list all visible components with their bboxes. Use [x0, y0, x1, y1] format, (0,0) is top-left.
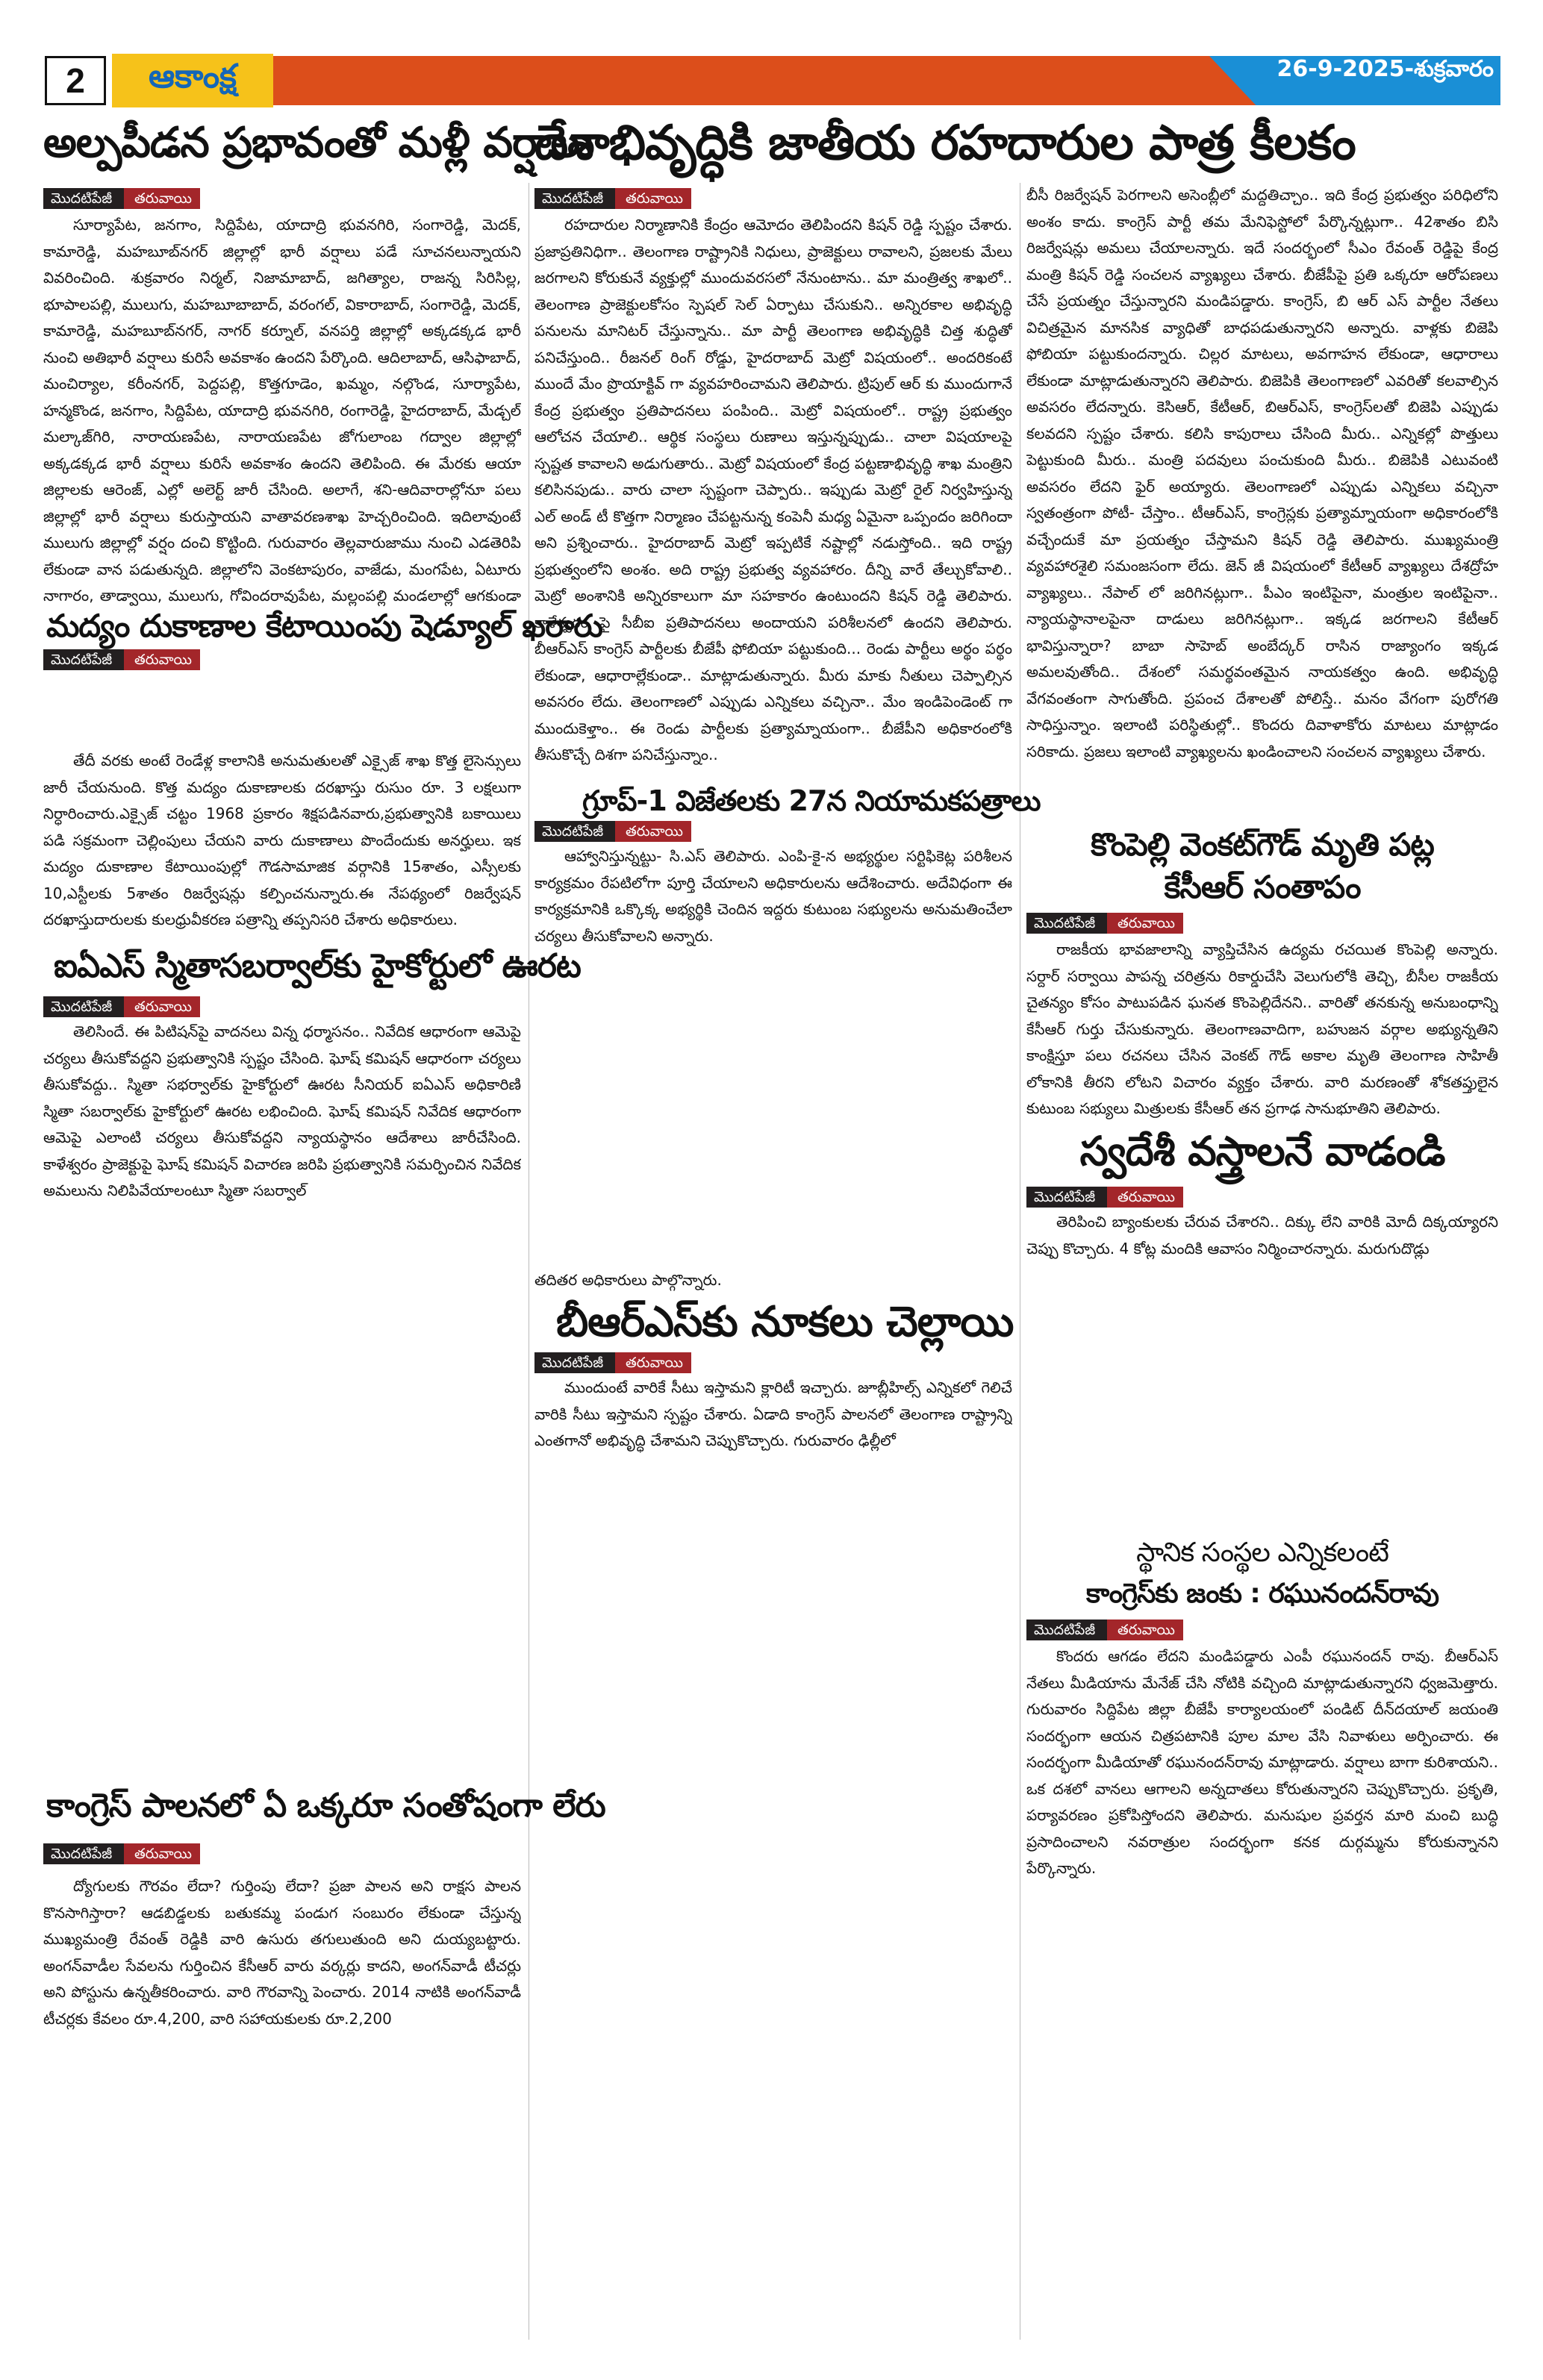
continued-tag	[534, 1352, 691, 1373]
article-body-highways-continued: బీసీ రిజర్వేషన్ పెరగాలని అసెంబ్లీలో మద్దతిచ్చాం.. ఇది కేంద్ర ప్రభుత్వం పరిధిలోని అంశం కాదు. కాంగ్రెస్ పార్టీ తమ మేనిఫెస్టోలో పేర్కొన్నట్లుగా.. 42శాతం బిసి రిజర్వేషన్లు అమలు చేయాలన్నారు. ఇదే సందర్భంలో సీఎం రేవంత్ రెడ్డిపై కేంద్ర మంత్రి కిషన్ రెడ్డి సంచలన వ్యాఖ్యలు చేశారు. బీజేపీపై ప్రతి ఒక్కరూ ఆరోపణలు చేసే ప్రయత్నం చేస్తున్నారని మండిపడ్డారు. కాంగ్రెస్, బి ఆర్ ఎస్ పార్టీల నేతలు విచిత్రమైన మానసిక వ్యాధితో బాధపడుతున్నారని అన్నారు. వాళ్లకు బిజెపి ఫోబియా పట్టుకుందన్నారు. చిల్లర మాటలు, అవగాహన లేకుండా, ఆధారాలు లేకుండా మాట్లాడుతున్నారని తెలిపారు. బిజెపికి తెలంగాణలో ఎవరితో కలవాల్సిన అవసరం లేదన్నారు. కెసిఆర్, కేటీఆర్, బిఆర్ఎస్, కాంగ్రెస్‌లతో బిజెపి ఎప్పుడు కలవదని స్పష్టం చేశారు. కలిసి కాపురాలు చేసింది మీరు.. ఎన్నికల్లో పొత్తులు పెట్టుకుంది మీరు.. మంత్రి పదవులు పంచుకుంది మీరు.. బిజెపికి ఎటువంటి అవసరం లేదని ఫైర్ అయ్యారు. తెలంగాణలో ఎప్పుడు ఎన్నికలు వచ్చినా స్వతంత్రంగా పోటీ- చేస్తాం.. టీఆర్ఎస్, కాంగ్రెస్లకు ప్రత్యామ్నాయంగా అధికారంలోకి వచ్చేందుకే మా ప్రయత్నం చేస్తామని కిషన్ రెడ్డి తెలిపారు. ముఖ్యమంత్రి వ్యవహారశైలి సమంజసంగా లేదు. జెన్ జీ విషయంలో కేటీఆర్ వ్యాఖ్యలు దేశద్రోహ వ్యాఖ్యలు.. నేపాల్ లో జరిగినట్లుగా.. పీఎం ఇంటిపైనా, మంత్రుల ఇంటిపైనా.. న్యాయస్థానాలపైనా దాడులు జరిగినట్లుగా.. ఇక్కడ జరగాలని కేటీఆర్ భావిస్తున్నారా? బాబా సాహెబ్ అంబేద్కర్ రాసిన రాజ్యాంగం ఇక్కడ అమలవుతోంది.. దేశంలో సమర్థవంతమైన నాయకత్వం ఉంది. అభివృద్ధి వేగవంతంగా సాగుతోంది. ప్రపంచ దేశాలతో పోలిస్తే.. మనం వేగంగా పురోగతి సాధిస్తున్నాం. ఇలాంటి పరిస్థితుల్లో.. కొందరు దివాళాకోరు మాటలు మాట్లాడం సరికాదు. ప్రజలు ఇలాంటి వ్యాఖ్యలను ఖండించాలని సంచలన వ్యాఖ్యలు చేశారు.	[1026, 186, 1498, 760]
tag-continued: తరువాయి	[615, 821, 691, 842]
article-body-group1: ఆహ్వానిస్తున్నట్టు- సి.ఎస్ తెలిపారు. ఎంపి-కై-న అభ్యర్థుల సర్టిఫికెట్ల పరిశీలన కార్యక్రమం రేపటిలోగా పూర్తి చేయాలని అధికారులను ఆదేశించారు. అదేవిధంగా ఈ కార్యక్రమానికి ఒక్కొక్క అభ్యర్థికి చెందిన ఇద్దరు కుటుంబ సభ్యులను అనుమతించేలా చర్యలు తీసుకోవాలని అన్నారు.	[534, 847, 1012, 945]
tag-first-page: మొదటిపేజీ	[1026, 1620, 1107, 1640]
tag-first-page: మొదటిపేజీ	[43, 996, 124, 1017]
tag-first-page: మొదటిపేజీ	[1026, 913, 1107, 934]
article-body-rains: సూర్యాపేట, జనగాం, సిద్దిపేట, యాదాద్రి భువనగిరి, సంగారెడ్డి, మెదక్, కామారెడ్డి, మహబూబ్‌నగర్ జిల్లాల్లో భారీ వర్షాలు పడే సూచనలున్నాయని వివరించింది. శుక్రవారం నిర్మల్, నిజామాబాద్, జగిత్యాల, రాజన్న సిరిసిల్ల, భూపాలపల్లి, ములుగు, మహబూబాబాద్, వరంగల్, వికారాబాద్, సంగారెడ్డి, మెదక్, కామారెడ్డి, మహబూబ్‌నగర్, నాగర్ కర్నూల్, వనపర్తి జిల్లాల్లో అక్కడక్కడ భారీ నుంచి అతిభారీ వర్షాలు కురిసే అవకాశం ఉందని పేర్కొంది. ఆదిలాబాద్, ఆసిఫాబాద్, మంచిర్యాల, కరీంనగర్, పెద్దపల్లి, కొత్తగూడెం, ఖమ్మం, నల్గొండ, సూర్యాపేట, హన్మకొండ, జనగాం, సిద్దిపేట, యాదాద్రి భువనగిరి, రంగారెడ్డి, హైదరాబాద్, మేడ్చల్ మల్కాజ్‌గిరి, నారాయణపేట, నారాయణపేట జోగులాంబ గద్వాల జిల్లాల్లో అక్కడక్కడ భారీ వర్షాలు కురిసే అవకాశం ఉందని తెలిపింది. ఈ మేరకు ఆయా జిల్లాలకు ఆరెంజ్, ఎల్లో అలెర్ట్ జారీ చేసింది. అలాగే, శని-ఆదివారాల్లోనూ పలు జిల్లాల్లో భారీ వర్షాలు కురుస్తాయని వాతావరణశాఖ హెచ్చరించింది. ఇదిలావుంటే ములుగు జిల్లాల్లో వర్షం దంచి కొట్టింది. గురువారం తెల్లవారుజాము నుంచి ఎడతెరిపి లేకుండా వాన పడుతున్నది. జిల్లాలోని వెంకటాపురం, వాజేడు, మంగపేట, ఏటూరు నాగారం, తాడ్వాయి, ములుగు, గోవిందరావుపేట, మల్లంపల్లి మండలాల్లో ఆగకుండా	[43, 216, 521, 605]
tag-continued: తరువాయి	[124, 996, 200, 1017]
article-body-congress-rule: ద్యోగులకు గౌరవం లేదా? గుర్తింపు లేదా? ప్రజా పాలన అని రాక్షస పాలన కొనసాగిస్తారా? ఆడబిడ్డలకు బతుకమ్మ పండుగ సంబురం లేకుండా చేస్తున్న ముఖ్యమంత్రి రేవంత్ రెడ్డికి వారి ఉసురు తగులుతుంది అని దుయ్యబట్టారు. అంగన్‌వాడీల సేవలను గుర్తించిన కేసీఆర్ వారు వర్కర్లు కాదని, అంగన్‌వాడీ టీచర్లు అని పోస్టును ఉన్నతీకరించారు. వారి గౌరవాన్ని పెంచారు. 2014 నాటికి అంగన్‌వాడీ టీచర్లకు కేవలం రూ.4,200, వారి సహాయకులకు రూ.2,200	[43, 1877, 521, 2028]
tag-first-page: మొదటిపేజీ	[1026, 1187, 1107, 1208]
newspaper-logo: ఆకాంక్ష	[112, 54, 273, 107]
article-closing-group1: తదితర అధికారులు పాల్గొన్నారు.	[534, 1271, 722, 1289]
page-number: 2	[45, 56, 106, 105]
continued-tag	[1026, 1620, 1183, 1640]
tag-continued: తరువాయి	[124, 188, 200, 209]
tag-continued: తరువాయి	[1107, 1187, 1183, 1208]
issue-date: 26-9-2025-శుక్రవారం	[1277, 56, 1494, 82]
headline-swadeshi: స్వదేశీ వస్త్రాలనే వాడండి	[1079, 1128, 1445, 1175]
continued-tag	[534, 821, 691, 842]
tag-continued: తరువాయి	[615, 1352, 691, 1373]
headline-liquor: మద్యం దుకాణాల కేటాయింపు షెడ్యూల్ ఖరారు	[46, 608, 602, 644]
continued-tag	[1026, 1187, 1183, 1208]
headline-raghunandan-line1: స్థానిక సంస్థల ఎన్నికలంటే	[1136, 1537, 1388, 1568]
article-body-kompelli: రాజకీయ భావజాలాన్ని వ్యాప్తిచేసిన ఉద్యమ రచయిత కొంపెల్లి అన్నారు. సర్దార్ సర్వాయి పాపన్న చరిత్రను రికార్డుచేసి వెలుగులోకి తెచ్చి, బీసీల రాజకీయ చైతన్యం కోసం పాటుపడిన ఘనత కొంపెల్లిదేనని.. వారితో తనకున్న అనుబంధాన్ని కేసీఆర్ గుర్తు చేసుకున్నారు. తెలంగాణవాదిగా, బహుజన వర్గాల అభ్యున్నతిని కాంక్షిస్తూ పలు రచనలు చేసిన వెంకట్ గౌడ్ అకాల మృతి తెలంగాణ సాహితీ లోకానికి తీరని లోటని విచారం వ్యక్తం చేశారు. వారి మరణంతో శోకతప్తులైన కుటుంబ సభ్యులు మిత్రులకు కేసీఆర్ తన ప్రగాఢ సానుభూతిని తెలిపారు.	[1026, 940, 1498, 1117]
continued-tag	[1026, 913, 1183, 934]
continued-tag	[534, 188, 691, 209]
headline-brs: బీఆర్ఎస్‌కు నూకలు చెల్లాయి	[556, 1298, 1014, 1346]
headline-group1: గ్రూప్-1 విజేతలకు 27న నియామకపత్రాలు	[582, 784, 1041, 817]
tag-first-page: మొదటిపేజీ	[43, 1843, 124, 1864]
tag-continued: తరువాయి	[615, 188, 691, 209]
headline-kompelli-line2: కేసీఆర్ సంతాపం	[1164, 869, 1361, 905]
tag-continued: తరువాయి	[124, 649, 200, 670]
article-body-highways: రహదారుల నిర్మాణానికి కేంద్రం ఆమోదం తెలిపిందని కిషన్ రెడ్డి స్పష్టం చేశారు. ప్రజాప్రతినిధిగా.. తెలంగాణ రాష్ట్రానికి నిధులు, ప్రాజెక్టులు రావాలని, ప్రజలకు మేలు జరగాలని కోరుకునే వ్యక్తుల్లో ముందువరసలో నేనుంటాను.. మా మంత్రిత్వ శాఖలో.. తెలంగాణ ప్రాజెక్టులకోసం స్పెషల్ సెల్ ఏర్పాటు చేసుకుని.. అన్నిరకాల అభివృద్ధి పనులను మానిటర్ చేస్తున్నాను.. మా పార్టీ తెలంగాణ అభివృద్ధికి చిత్త శుద్ధితో పనిచేస్తుంది.. రీజనల్ రింగ్ రోడ్డు, హైదరాబాద్ మెట్రో విషయంలో.. అందరికంటే ముందే మేం ప్రొయాక్టివ్ గా వ్యవహరించామని తెలిపారు. ట్రిపుల్ ఆర్ కు ముందుగానే కేంద్ర ప్రభుత్వం ప్రతిపాదనలు పంపింది.. మెట్రో విషయంలో.. రాష్ట్ర ప్రభుత్వం ఆలోచన చేయాలి.. ఆర్థిక సంస్థలు రుణాలు ఇస్తున్నప్పుడు.. చాలా విషయాలపై స్పష్టత కావాలని అడుగుతారు.. మెట్రో విషయంలో కేంద్ర పట్టణాభివృద్ధి శాఖ మంత్రిని కలిసినపుడు.. వారు చాలా స్పష్టంగా చెప్పారు.. ఇప్పుడు మెట్రో రైల్ నిర్వహిస్తున్న ఎల్ అండ్ టీ కొత్తగా నిర్మాణం చేపట్టనున్న కంపెనీ మధ్య ఏమైనా ఒప్పందం జరిగిందా అని ప్రశ్నించారు.. హైదరాబాద్ మెట్రో ఇప్పటికే నష్టాల్లో నడుస్తోంది.. ఇది రాష్ట్ర ప్రభుత్వంలోని అంశం. అది రాష్ట్ర ప్రభుత్వ వ్యవహారం. దీన్ని వారే తేల్చుకోవాలి.. మెట్రో అంశానికి అన్నిరకాలుగా మా సహకారం ఉంటుందని కిషన్ రెడ్డి తెలిపారు. కాళేశ్వరం పై సీబీఐ ప్రతిపాదనలు అందాయని పరిశీలనలో ఉందని తెలిపారు. బీఆర్ఎస్ కాంగ్రెస్ పార్టీలకు బీజేపీ ఫోబియా పట్టుకుంది... రెండు పార్టీలు అర్థం పర్థం లేకుండా, ఆధారాల్లేకుండా.. మాట్లాడుతున్నారు. మీరు మాకు నీతులు చెప్పాల్సిన అవసరం లేదు. తెలంగాణలో ఎప్పుడు ఎన్నికలు వచ్చినా.. మేం ఇండిపెండెంట్ గా ముందుకెళ్తాం.. ఈ రెండు పార్టీలకు ప్రత్యామ్నాయంగా.. బీజేపీని అధికారంలోకి తీసుకొచ్చే దిశగా పనిచేస్తున్నాం..	[534, 216, 1012, 763]
headline-smita: ఐఏఎస్ స్మితాసబర్వాల్‌కు హైకోర్టులో ఊరట	[54, 947, 581, 985]
tag-first-page: మొదటిపేజీ	[534, 188, 615, 209]
headline-congress-rule: కాంగ్రెస్ పాలనలో ఏ ఒక్కరూ సంతోషంగా లేరు	[46, 1787, 605, 1825]
headline-raghunandan-line2: కాంగ్రెస్‌కు జంకు : రఘునందన్‌రావు	[1085, 1578, 1439, 1609]
continued-tag	[43, 1843, 200, 1864]
tag-continued: తరువాయి	[124, 1843, 200, 1864]
tag-first-page: మొదటిపేజీ	[534, 821, 615, 842]
tag-continued: తరువాయి	[1107, 1620, 1183, 1640]
article-body-raghunandan: కొందరు ఆగడం లేదని మండిపడ్డారు ఎంపీ రఘునందన్ రావు. బీఆర్ఎస్ నేతలు మీడియాను మేనేజ్ చేసి నోటికి వచ్చింది మాట్లాడుతున్నారని ధ్వజమెత్తారు. గురువారం సిద్దిపేట జిల్లా బీజేపీ కార్యాలయంలో పండిట్ దీన్‌దయాల్ జయంతి సందర్భంగా ఆయన చిత్రపటానికి పూల మాల వేసి నివాళులు అర్పించారు. ఈ సందర్భంగా మీడియాతో రఘునందన్‌రావు మాట్లాడారు. వర్షాలు బాగా కురిశాయని.. ఒక దశలో వానలు ఆగాలని అన్నదాతలు కోరుతున్నారని చెప్పుకొచ్చారు. ప్రకృతి, పర్యావరణం ప్రకోపిస్తోందని తెలిపారు. మనుషుల ప్రవర్తన మారి మంచి బుద్ధి ప్రసాదించాలని నవరాత్రుల సందర్భంగా కనక దుర్గమ్మను కోరుకున్నానని పేర్కొన్నారు.	[1026, 1647, 1498, 1877]
article-body-swadeshi: తెరిపించి బ్యాంకులకు చేరువ చేశారని.. దిక్కు లేని వారికి మోదీ దిక్కయ్యారని చెప్పు కొచ్చారు. 4 కోట్ల మందికి ఆవాసం నిర్మించారన్నారు. మరుగుదొడ్లు	[1026, 1213, 1498, 1258]
tag-first-page: మొదటిపేజీ	[43, 188, 124, 209]
continued-tag	[43, 188, 200, 209]
tag-first-page: మొదటిపేజీ	[534, 1352, 615, 1373]
headline-kompelli-line1: కొంపెల్లి వెంకట్‌గౌడ్ మృతి పట్ల	[1091, 826, 1434, 863]
tag-continued: తరువాయి	[1107, 913, 1183, 934]
continued-tag	[43, 649, 200, 670]
article-body-liquor: తేదీ వరకు అంటే రెండేళ్ల కాలానికి అనుమతులతో ఎక్సైజ్ శాఖ కొత్త లైసెన్సులు జారీ చేయనుంది. కొత్త మద్యం దుకాణాలకు దరఖాస్తు రుసుం రూ. 3 లక్షలుగా నిర్ధారించారు.ఎక్సైజ్ చట్టం 1968 ప్రకారం శిక్షపడినవారు,ప్రభుత్వానికి బకాయిలు పడి సక్రమంగా చెల్లింపులు చేయని వారు దుకాణాలు పొందేందుకు అనర్హులు. ఇక మద్యం దుకాణాల కేటాయింపుల్లో గౌడసామాజిక వర్గానికి 15శాతం, ఎస్సీలకు 10,ఎస్టీలకు 5శాతం రిజర్వేషన్లు కల్పించనున్నారు.ఈ నేపథ్యంలో రిజర్వేషన్ దరఖాస్తుదారులకు కులధ్రువీకరణ పత్రాన్ని తప్పనిసరి చేశారు అధికారులు.	[43, 752, 521, 928]
continued-tag	[43, 996, 200, 1017]
article-body-brs: ముందుంటే వారికే సీటు ఇస్తామని క్లారిటీ ఇచ్చారు. జూబ్లీహిల్స్ ఎన్నికలో గెలిచే వారికి సీటు ఇస్తామని స్పష్టం చేశారు. ఏడాది కాంగ్రెస్ పాలనలో తెలంగాణ రాష్ట్రాన్ని ఎంతగానో అభివృద్ధి చేశామని చెప్పుకొచ్చారు. గురువారం ఢిల్లీలో	[534, 1378, 1012, 1449]
tag-first-page: మొదటిపేజీ	[43, 649, 124, 670]
headline-highways: దేశాభివృద్ధికి జాతీయ రహదారుల పాత్ర కీలకం	[534, 116, 1356, 171]
article-body-smita: తెలిసిందే. ఈ పిటిషన్‌పై వాదనలు విన్న ధర్మాసనం.. నివేదిక ఆధారంగా ఆమెపై చర్యలు తీసుకోవద్దని ప్రభుత్వానికి స్పష్టం చేసింది. ఘోష్ కమిషన్ ఆధారంగా చర్యలు తీసుకోవద్దు.. స్మితా సభర్వాల్‌కు హైకోర్టులో ఊరట సీనియర్ ఐఏఎస్ అధికారిణి స్మితా సబర్వాల్‌కు హైకోర్టులో ఊరట లభించింది. ఘోష్ కమిషన్ నివేదిక ఆధారంగా ఆమెపై ఎలాంటి చర్యలు తీసుకోవద్దని న్యాయస్థానం ఆదేశాలు జారీచేసింది. కాళేశ్వరం ప్రాజెక్టుపై ఘోష్ కమిషన్ విచారణ జరిపి ప్రభుత్వానికి సమర్పించిన నివేదిక అమలును నిలిపివేయాలంటూ స్మితా సబర్వాల్	[43, 1022, 521, 1199]
headline-rains: అల్పపీడన ప్రభావంతో మళ్లీ వర్షాలు	[43, 119, 594, 167]
